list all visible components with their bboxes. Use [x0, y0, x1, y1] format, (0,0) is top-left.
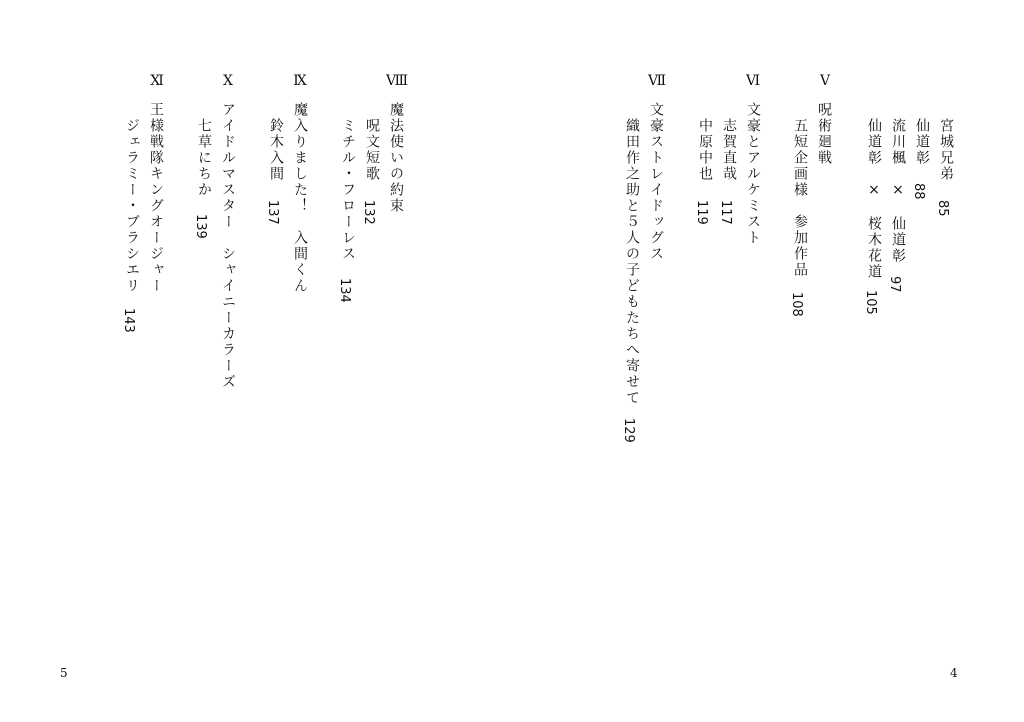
toc-page-number: 105	[863, 290, 878, 315]
toc-entry: 五短企画様 参加作品	[792, 118, 808, 278]
toc-entry: 志賀直哉	[721, 118, 737, 182]
toc-entry: 呪文短歌	[364, 118, 380, 182]
section-numeral-10: Ⅹ	[223, 73, 233, 89]
section-title-11: 王様戦隊キングオージャー	[148, 102, 164, 294]
toc-page-number: 97	[887, 276, 902, 293]
toc-entry: ミチル・フローレス	[340, 118, 356, 262]
toc-page-number: 132	[361, 200, 376, 225]
toc-page-number: 119	[694, 200, 709, 225]
section-numeral-5: Ⅴ	[819, 73, 831, 89]
section-title-8: 魔法使いの約束	[388, 102, 404, 214]
toc-page-number: 129	[621, 418, 636, 443]
toc-page-number: 137	[265, 200, 280, 225]
toc-entry: 七草にちか	[196, 118, 212, 198]
section-title-10: アイドルマスター シャイニーカラーズ	[220, 102, 236, 390]
right-page	[512, 0, 1024, 722]
toc-page-number: 139	[193, 214, 208, 239]
section-numeral-6: Ⅵ	[745, 73, 761, 89]
toc-entry: ジェラミー・ブラシエリ	[124, 118, 140, 294]
toc-entry: 中原中也	[697, 118, 713, 182]
section-numeral-8: Ⅷ	[385, 73, 409, 89]
toc-entry: 織田作之助と５人の子どもたちへ寄せて	[624, 118, 640, 406]
section-title-6: 文豪とアルケミスト	[745, 102, 761, 246]
toc-entry: 宮城兄弟	[938, 118, 954, 182]
section-title-9: 魔入りました！ 入間くん	[292, 102, 308, 294]
toc-page-number: 108	[789, 292, 804, 317]
toc-entry: 仙道彰 × 桜木花道	[866, 118, 882, 280]
toc-page-number: 85	[935, 200, 950, 217]
page-number-left: 5	[60, 666, 68, 680]
page-number-right: 4	[950, 666, 958, 680]
section-title-7: 文豪ストレイドッグス	[648, 102, 664, 262]
section-title-5: 呪術廻戦	[816, 102, 832, 166]
toc-page-number: 143	[121, 308, 136, 333]
toc-page-number: 134	[337, 278, 352, 303]
toc-entry: 流川楓 × 仙道彰	[890, 118, 906, 264]
toc-entry: 鈴木入間	[268, 118, 284, 182]
section-numeral-9: Ⅸ	[293, 73, 307, 89]
toc-page-number: 88	[911, 183, 926, 200]
toc-entry: 仙道彰	[914, 118, 930, 166]
toc-page-number: 117	[718, 200, 733, 225]
section-numeral-11: Ⅺ	[150, 73, 164, 89]
section-numeral-7: Ⅶ	[647, 73, 667, 89]
